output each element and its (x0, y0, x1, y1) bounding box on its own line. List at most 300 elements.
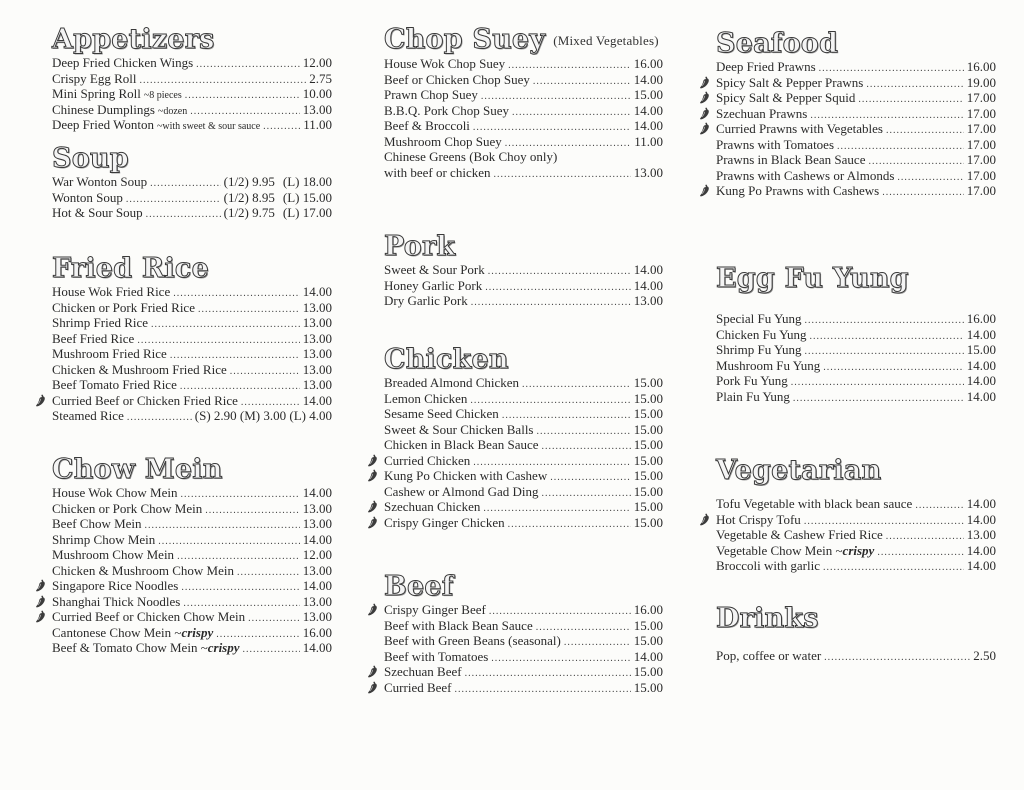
item-price: 17.00 (966, 183, 996, 198)
menu-item (52, 362, 332, 378)
dot-leader (471, 295, 631, 311)
chili-pepper-icon (697, 183, 712, 198)
item-name: Shrimp Fu Yung (716, 342, 802, 357)
item-name: Shrimp Chow Mein (52, 531, 156, 547)
item-price: 13.00 (302, 562, 332, 578)
item-name: Sweet & Sour Chicken Balls (384, 421, 534, 437)
item-price: 13.00 (633, 164, 663, 180)
item-name: Sesame Seed Chicken (384, 406, 499, 421)
item-name: Curried Beef or Chicken Chow Mein (52, 609, 246, 624)
item-price: 15.00 (633, 421, 663, 437)
soup-section (52, 144, 332, 221)
item-price: 14.00 (966, 542, 996, 558)
item-name: Vegetable Chow Mein ~ (716, 542, 843, 558)
menu-item (384, 134, 663, 150)
menu-item-steamed-rice (52, 408, 332, 424)
item-name: B.B.Q. Pork Chop Suey (384, 102, 509, 118)
beef-section (384, 572, 663, 695)
item-name: House Wok Fried Rice (52, 284, 171, 299)
chili-pepper-icon (33, 578, 48, 593)
section-heading: Beef (384, 571, 454, 602)
item-name: Chicken Fu Yung (716, 326, 807, 342)
item-name: with beef or chicken (384, 164, 491, 180)
menu-item (52, 71, 332, 87)
item-name: Prawns in Black Bean Sauce (716, 152, 866, 167)
chili-pepper-icon (365, 602, 380, 617)
item-price: 11.00 (634, 133, 663, 149)
menu-item (52, 516, 332, 532)
chili-pepper-icon (365, 453, 380, 468)
menu-item (716, 558, 996, 574)
menu-item (52, 377, 332, 393)
item-name: Chinese Greens (Bok Choy only) (384, 149, 558, 164)
item-price: 14.00 (966, 558, 996, 573)
item-half-price: (1/2) 9.75 (223, 205, 275, 220)
item-price: 17.00 (966, 90, 996, 105)
menu-item (384, 56, 663, 72)
item-half-price: (1/2) 9.95 (223, 174, 275, 189)
item-price: 14.00 (966, 496, 996, 511)
menu-item (384, 375, 663, 391)
menu-item (716, 543, 996, 559)
item-price: 13.00 (302, 361, 332, 377)
item-name: Mushroom Fried Rice (52, 346, 167, 361)
menu-item (384, 633, 663, 649)
menu-item (716, 75, 996, 91)
menu-item-greens-line2 (384, 165, 663, 181)
item-price: 16.00 (966, 311, 996, 326)
chili-pepper-icon (697, 90, 712, 105)
menu-item (716, 512, 996, 528)
seafood-section (716, 29, 996, 199)
item-list (716, 311, 996, 404)
item-price: 15.00 (633, 664, 663, 679)
item-price: 16.00 (966, 59, 996, 74)
item-price: 17.00 (966, 136, 996, 152)
item-price: 14.00 (633, 102, 663, 118)
item-price: 16.00 (302, 624, 332, 640)
item-name: Szechuan Chicken (384, 499, 481, 514)
dot-leader (263, 119, 300, 135)
item-price: (S) 2.90 (M) 3.00 (L) 4.00 (194, 408, 332, 423)
item-price: 14.00 (966, 511, 996, 527)
chili-pepper-icon (697, 121, 712, 136)
menu-item (52, 594, 332, 610)
chili-pepper-icon (365, 468, 380, 483)
menu-item (384, 484, 663, 500)
item-name: Steamed Rice (52, 408, 124, 423)
item-price: 15.00 (633, 514, 663, 530)
menu-item (384, 422, 663, 438)
menu-item (716, 106, 996, 122)
item-price: 14.00 (302, 640, 332, 655)
item-price: 15.00 (633, 633, 663, 648)
menu-item (384, 118, 663, 134)
section-heading: Soup (52, 143, 129, 174)
menu-item (52, 331, 332, 347)
dot-leader (127, 410, 192, 426)
item-price: 14.00 (633, 118, 663, 133)
menu-item (384, 262, 663, 278)
fried-rice-section (52, 254, 332, 424)
item-price: 15.00 (633, 499, 663, 514)
menu-item (716, 527, 996, 543)
item-price: 13.00 (966, 527, 996, 542)
item-name: Kung Po Prawns with Cashews (716, 183, 880, 198)
egg-fu-yung-section (716, 264, 996, 404)
menu-item (716, 311, 996, 327)
item-name: Hot & Sour Soup (52, 205, 143, 220)
menu-item (384, 468, 663, 484)
item-price: 12.00 (302, 55, 332, 70)
menu-item (716, 342, 996, 358)
item-name: Shrimp Fried Rice (52, 315, 149, 330)
item-name: Vegetable & Cashew Fried Rice (716, 527, 883, 542)
menu-item (384, 649, 663, 665)
item-price: 14.00 (302, 578, 332, 593)
menu-item (52, 102, 332, 118)
item-name: Deep Fried Chicken Wings (52, 55, 194, 70)
item-name: Mushroom Fu Yung (716, 357, 821, 373)
item-name: Dry Garlic Pork (384, 293, 468, 308)
item-name: Mushroom Chop Suey (384, 133, 502, 149)
item-price: 15.00 (633, 406, 663, 421)
section-heading: Fried Rice (52, 253, 209, 284)
item-large-price: (L) 15.00 (282, 189, 332, 205)
item-price: 14.00 (633, 262, 663, 277)
item-price: 15.00 (633, 375, 663, 390)
menu-item (52, 284, 332, 300)
vegetarian-section (716, 456, 996, 574)
item-name: War Wonton Soup (52, 174, 148, 189)
item-name: Pop, coffee or water (716, 648, 822, 663)
item-list (384, 375, 663, 530)
item-note: ~dozen (157, 105, 188, 117)
item-name: Wonton Soup (52, 189, 123, 205)
dot-leader (508, 517, 631, 533)
dot-leader (824, 650, 970, 666)
menu-item (52, 578, 332, 594)
menu-item (716, 152, 996, 168)
item-list (716, 496, 996, 574)
item-name: Curried Beef or Chicken Fried Rice (52, 392, 238, 408)
item-name: Breaded Almond Chicken (384, 375, 520, 390)
item-name: Beef Tomato Fried Rice (52, 377, 177, 392)
menu-item (384, 406, 663, 422)
item-name: Beef Fried Rice (52, 330, 135, 346)
menu-item (52, 190, 332, 206)
item-name: Singapore Rice Noodles (52, 578, 179, 593)
item-style-note: crispy (181, 624, 214, 640)
item-price: 14.00 (302, 485, 332, 500)
menu-item (716, 137, 996, 153)
item-name: Cashew or Almond Gad Ding (384, 483, 539, 499)
item-name: Crispy Egg Roll (52, 70, 137, 86)
item-name: Chicken or Pork Chow Mein (52, 500, 203, 516)
item-price: 13.00 (302, 346, 332, 361)
menu-item (52, 485, 332, 501)
item-price: 15.00 (633, 679, 663, 695)
chili-pepper-icon (365, 680, 380, 695)
section-heading: Egg Fu Yung (716, 263, 909, 294)
item-name: Special Fu Yung (716, 311, 802, 326)
menu-item (384, 453, 663, 469)
item-list (384, 262, 663, 309)
menu-item (52, 393, 332, 409)
item-name: Crispy Ginger Beef (384, 602, 486, 617)
menu-item (384, 664, 663, 680)
item-note: ~with sweet & sour sauce (156, 121, 261, 132)
dot-leader (882, 185, 964, 201)
item-list (52, 485, 332, 656)
item-price: 14.00 (302, 284, 332, 299)
section-heading: Vegetarian (716, 455, 882, 486)
item-price: 14.00 (633, 277, 663, 293)
section-heading: Appetizers (52, 24, 215, 55)
section-heading (384, 25, 663, 56)
section-heading: Chicken (384, 344, 509, 375)
item-name: Spicy Salt & Pepper Prawns (716, 74, 864, 90)
chow-mein-section (52, 455, 332, 656)
item-price: 14.00 (966, 357, 996, 373)
chop-suey-section (384, 25, 663, 180)
menu-item (384, 602, 663, 618)
item-name: Curried Prawns with Vegetables (716, 121, 883, 136)
item-name: Szechuan Beef (384, 664, 462, 679)
item-name: Chicken & Mushroom Fried Rice (52, 361, 227, 377)
item-name: Szechuan Prawns (716, 105, 808, 121)
item-price: 14.00 (302, 531, 332, 547)
item-name: Deep Fried Wonton (52, 117, 154, 132)
menu-item (52, 300, 332, 316)
item-price: 16.00 (633, 602, 663, 617)
menu-item (384, 103, 663, 119)
item-name: Mushroom Chow Mein (52, 547, 175, 562)
item-name: Curried Beef (384, 679, 452, 695)
item-name: Sweet & Sour Pork (384, 262, 485, 277)
chili-pepper-icon (33, 393, 48, 408)
item-half-price: (1/2) 8.95 (223, 189, 275, 205)
item-name: Lemon Chicken (384, 390, 468, 406)
item-price: 10.00 (302, 86, 332, 101)
item-name: Crispy Ginger Chicken (384, 514, 505, 530)
chili-pepper-icon (365, 664, 380, 679)
item-price: 19.00 (966, 74, 996, 90)
menu-item (716, 648, 996, 664)
menu-item (52, 547, 332, 563)
menu-item (384, 391, 663, 407)
item-name: Spicy Salt & Pepper Squid (716, 90, 856, 105)
menu-item (716, 59, 996, 75)
menu-item (716, 327, 996, 343)
item-name: Tofu Vegetable with black bean sauce (716, 496, 913, 511)
menu-item (384, 680, 663, 696)
item-name: Plain Fu Yung (716, 388, 790, 404)
item-price: 14.00 (302, 392, 332, 408)
item-price: 14.00 (966, 373, 996, 388)
menu-item (52, 86, 332, 102)
item-name: Chinese Dumplings (52, 101, 155, 117)
item-price: 17.00 (966, 152, 996, 167)
menu-item (384, 499, 663, 515)
item-price: 14.00 (966, 388, 996, 404)
item-name: Beef with Tomatoes (384, 648, 489, 664)
section-heading: Seafood (716, 28, 839, 59)
menu-item (52, 501, 332, 517)
item-price: 13.00 (302, 609, 332, 624)
item-note: ~8 pieces (143, 90, 182, 101)
item-name: Beef & Tomato Chow Mein ~ (52, 640, 208, 655)
item-style-note: crispy (207, 640, 240, 655)
item-price: 13.00 (302, 500, 332, 516)
item-list (384, 56, 663, 149)
section-heading: Chow Mein (52, 454, 223, 485)
item-name: Broccoli with garlic (716, 558, 820, 573)
item-name: Mini Spring Roll (52, 86, 141, 101)
item-price: 13.00 (302, 315, 332, 330)
item-name: Prawns with Cashews or Almonds (716, 167, 895, 183)
menu-item (716, 373, 996, 389)
item-name: Cantonese Chow Mein ~ (52, 624, 182, 640)
item-large-price: (L) 18.00 (282, 174, 332, 189)
item-price: 13.00 (302, 330, 332, 346)
item-price: 14.00 (633, 648, 663, 664)
menu-item (384, 87, 663, 103)
item-name: Chicken in Black Bean Sauce (384, 437, 539, 452)
item-name: Hot Crispy Tofu (716, 511, 801, 527)
item-name: House Wok Chop Suey (384, 56, 506, 71)
item-price: 17.00 (966, 167, 996, 183)
item-name: Chicken or Pork Fried Rice (52, 299, 195, 315)
section-subtitle: (Mixed Vegetables) (553, 33, 659, 48)
menu-item (384, 618, 663, 634)
item-price: 15.00 (633, 617, 663, 633)
menu-item (716, 496, 996, 512)
dot-leader (493, 167, 630, 183)
appetizers-section (52, 25, 332, 133)
section-heading: Drinks (716, 603, 819, 634)
menu-item (52, 532, 332, 548)
menu-item (716, 183, 996, 199)
chili-pepper-icon (697, 106, 712, 121)
item-price: 16.00 (633, 56, 663, 71)
menu-item (52, 205, 332, 221)
item-list (52, 284, 332, 408)
item-name: Chicken & Mushroom Chow Mein (52, 562, 234, 578)
menu-item (716, 90, 996, 106)
item-price: 13.00 (633, 293, 663, 308)
menu-item (52, 609, 332, 625)
section-title: Chop Suey (384, 24, 546, 55)
chili-pepper-icon (697, 75, 712, 90)
item-price: 15.00 (966, 342, 996, 357)
item-price: 15.00 (633, 390, 663, 406)
item-name: Beef & Broccoli (384, 118, 470, 133)
menu-item (52, 625, 332, 641)
menu-item (52, 117, 332, 133)
item-name: Beef with Black Bean Sauce (384, 617, 533, 633)
menu-item (384, 72, 663, 88)
item-list (52, 174, 332, 221)
item-name: Kung Po Chicken with Cashew (384, 468, 548, 483)
item-price: 15.00 (633, 437, 663, 452)
item-list (716, 59, 996, 199)
menu-item (384, 515, 663, 531)
item-price: 2.50 (973, 648, 996, 663)
item-name: Deep Fried Prawns (716, 59, 816, 74)
menu-item (384, 278, 663, 294)
menu-item (52, 55, 332, 71)
item-price: 13.00 (302, 101, 332, 117)
menu-item (716, 121, 996, 137)
item-name: Beef with Green Beans (seasonal) (384, 633, 561, 648)
item-name: Pork Fu Yung (716, 373, 788, 388)
item-price: 13.00 (302, 593, 332, 609)
item-name: Curried Chicken (384, 452, 471, 468)
item-name: Beef or Chicken Chop Suey (384, 71, 530, 87)
item-name: Shanghai Thick Noodles (52, 593, 181, 609)
item-price: 17.00 (966, 105, 996, 121)
item-price: 13.00 (302, 516, 332, 531)
item-price: 13.00 (302, 377, 332, 392)
menu-item-greens-line1 (384, 149, 663, 165)
drinks-section (716, 604, 996, 664)
item-list (384, 602, 663, 695)
item-name: Prawn Chop Suey (384, 87, 478, 102)
chili-pepper-icon (33, 609, 48, 624)
chicken-section (384, 345, 663, 530)
pork-section (384, 232, 663, 309)
item-style-note: crispy (842, 542, 875, 558)
item-list (716, 648, 996, 664)
dot-leader (793, 391, 964, 407)
chili-pepper-icon (697, 512, 712, 527)
dot-leader (455, 682, 631, 698)
item-list (52, 55, 332, 133)
menu-item (52, 174, 332, 190)
menu-item (52, 315, 332, 331)
dot-leader (823, 560, 964, 576)
item-price: 15.00 (633, 452, 663, 468)
chili-pepper-icon (365, 499, 380, 514)
item-price: 11.00 (303, 117, 332, 132)
chili-pepper-icon (365, 515, 380, 530)
item-price: 15.00 (633, 483, 663, 499)
dot-leader (243, 642, 300, 658)
item-price: 2.75 (309, 70, 332, 86)
item-name: Beef Chow Mein (52, 516, 142, 531)
item-name: Prawns with Tomatoes (716, 136, 835, 152)
item-price: 13.00 (302, 299, 332, 315)
item-price: 14.00 (633, 71, 663, 87)
item-price: 15.00 (633, 87, 663, 102)
menu-item (52, 346, 332, 362)
section-heading: Pork (384, 231, 456, 262)
menu-item (716, 358, 996, 374)
menu-item (716, 168, 996, 184)
item-name: House Wok Chow Mein (52, 485, 178, 500)
item-price: 15.00 (633, 468, 663, 483)
menu-item (716, 389, 996, 405)
menu-item (384, 437, 663, 453)
menu-item (52, 563, 332, 579)
item-price: 17.00 (966, 121, 996, 136)
item-price: 14.00 (966, 326, 996, 342)
item-name: Honey Garlic Pork (384, 277, 483, 293)
menu-item (384, 293, 663, 309)
item-price: 12.00 (302, 547, 332, 562)
item-large-price: (L) 17.00 (282, 205, 332, 220)
